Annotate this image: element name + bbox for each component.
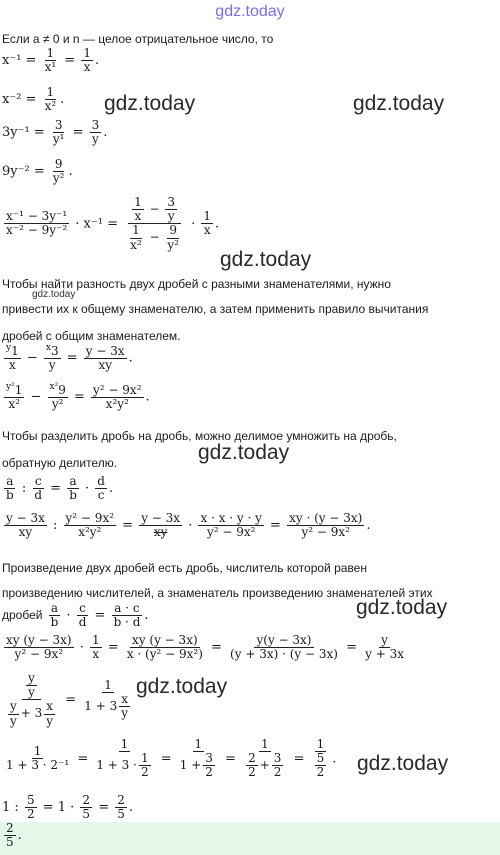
math-line-12: $\frac{y}{y}$ $\frac{y}{y}$ + 3 $\frac{x}{y}$ = 1 1 + 3 $\frac{x}{y}$ — [10, 671, 128, 728]
watermark-small: gdz.today — [32, 289, 76, 300]
watermark: gdz.today — [220, 248, 312, 271]
watermark: gdz.today — [353, 92, 445, 115]
math-line-10: дробей $\frac{a}{b}$ · $\frac{c}{d}$ = $\frac{a \cdot c}{b \cdot d}$ . — [2, 601, 149, 630]
rule-division-line-1: Чтобы разделить дробь на дробь, можно делимое умножить на дробь, — [2, 429, 397, 443]
site-logo[interactable]: gdz.today — [215, 3, 285, 20]
math-line-14: 1 : $\frac{5}{2}$ = 1 · $\frac{2}{5}$ = $\frac{2}{5}$ . — [2, 793, 134, 822]
watermark: gdz.today — [356, 596, 448, 619]
watermark: gdz.today — [104, 92, 196, 115]
math-line-9: $\frac{y - 3x}{xy}$ : $\frac{\text{y² − 9x²}}{\text{x²y²}}$ = $\frac{y - 3x}{xy}$ · $\frac{x \cdot x \cdot y \cdot y}{\text{y² − 9x²}}$ = $\frac{xy \cdot (y - 3x)}{\text{y² − 9x²}}$ . — [6, 511, 371, 540]
math-line-5: $\frac{\text{x⁻¹ − 3y⁻¹}}{\text{x⁻² − 9y⁻²}}$ · x⁻¹ = $\frac{1}{x}$ − $\frac{3}{y}$ $\frac{1}{\text{x²}}$ − $\frac{9}{\text{y²}}$ · $\frac{1}{x}$ . — [6, 195, 220, 252]
watermark: gdz.today — [198, 441, 290, 464]
watermark: gdz.today — [357, 752, 449, 775]
rule-product-line-2: произведению числителей, а знаменатель произведению знаменателей этих — [2, 586, 433, 600]
rule-subtraction-line-1: Чтобы найти разность двух дробей с разными знаменателями, нужно — [2, 277, 391, 291]
math-line-13: $\frac{1}{\text{1 + 3 · 2⁻¹}}$ = 1 1 + 3 · $\frac{1}{2}$ = 1 1 + $\frac{3}{2}$ = 1 $\frac{2}{2}$ + $\frac{3}{2}$ = $\frac{1}{\frac{5}{2}}$ . — [6, 737, 337, 780]
watermark: gdz.today — [136, 675, 228, 698]
rule-subtraction-line-3: дробей с общим знаменателем. — [2, 329, 181, 343]
rule-subtraction-line-2: привести их к общему знаменателю, а затем применить правило вычитания — [2, 302, 429, 316]
math-line-4: 9y⁻² = $\frac{9}{\text{y²}}$ . — [2, 157, 73, 186]
math-line-11: $\frac{xy (y - 3x)}{\text{y² − 9x²}}$ · $\frac{1}{x}$ = $\frac{xy (y - 3x)}{\text{x · (y² − 9x²)}}$ = $\frac{y(y - 3x)}{(y + 3x) \cdot (y - 3x)}$ = $\frac{y}{y + 3x}$ — [6, 633, 404, 662]
math-line-7: $\frac{^{y^2}1}{\text{x²}}$ − $\frac{^{x^2}9}{\text{y²}}$ = $\frac{\text{y² − 9x²}}{\text{x²y²}}$ . — [6, 382, 150, 412]
intro-text: Если a ≠ 0 и n — целое отрицательное число, то — [2, 32, 274, 46]
math-line-1: x⁻¹ = $\frac{1}{\text{x¹}}$ = $\frac{1}{x}$ . — [2, 46, 100, 75]
math-line-3: 3y⁻¹ = $\frac{3}{\text{y¹}}$ = $\frac{3}{y}$ . — [2, 118, 108, 147]
answer-box — [0, 822, 500, 855]
math-line-2: x⁻² = $\frac{1}{\text{x²}}$ . — [2, 85, 65, 114]
rule-product-line-1: Произведение двух дробей есть дробь, числитель которой равен — [2, 561, 367, 575]
answer: $\frac{2}{5}$ . — [6, 821, 22, 850]
math-line-6: $\frac{^y1}{x}$ − $\frac{^x3}{y}$ = $\frac{y - 3x}{xy}$ . — [6, 343, 133, 373]
math-line-8: $\frac{a}{b}$ : $\frac{c}{d}$ = $\frac{a}{b}$ · $\frac{d}{c}$ . — [6, 474, 114, 503]
rule-division-line-2: обратную делителю. — [2, 456, 118, 470]
